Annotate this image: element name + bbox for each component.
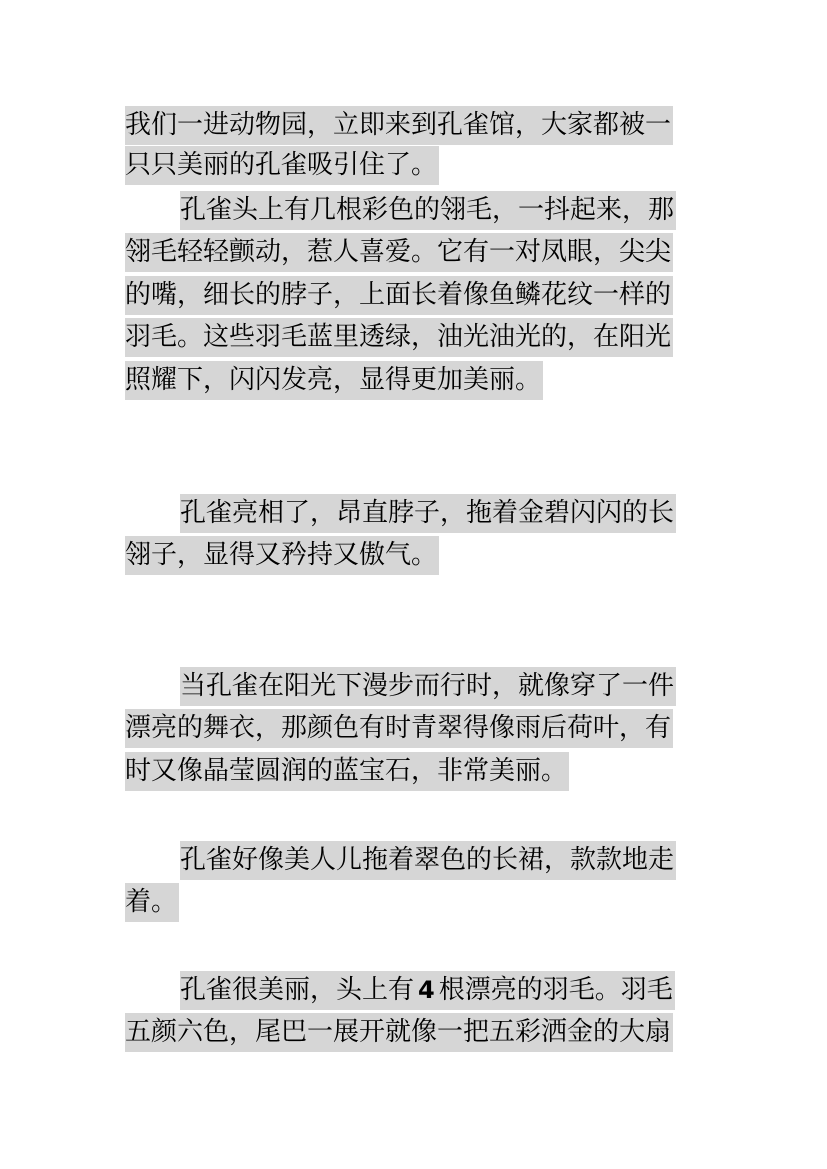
text-line: 着。 <box>125 883 179 922</box>
text-line: 孔雀好像美人儿拖着翠色的长裙，款款地走 <box>180 841 676 880</box>
text-line: 五颜六色，尾巴一展开就像一把五彩洒金的大扇 <box>125 1013 673 1052</box>
text-line: 只只美丽的孔雀吸引住了。 <box>125 146 439 185</box>
number-text: 4 <box>418 976 435 1004</box>
text-line: 孔雀亮相了，昂直脖子，拖着金碧闪闪的长 <box>180 494 676 533</box>
text-line: 当孔雀在阳光下漫步而行时，就像穿了一件 <box>180 667 676 706</box>
text-line: 翎子，显得又矜持又傲气。 <box>125 536 439 575</box>
text-segment: 根漂亮的羽毛。羽毛 <box>438 975 673 1005</box>
text-line: 我们一进动物园，立即来到孔雀馆，大家都被一 <box>125 106 673 145</box>
text-line: 时又像晶莹圆润的蓝宝石，非常美丽。 <box>125 752 569 791</box>
text-line: 漂亮的舞衣，那颜色有时青翠得像雨后荷叶，有 <box>125 709 673 748</box>
text-line: 翎毛轻轻颤动，惹人喜爱。它有一对凤眼，尖尖 <box>125 233 673 272</box>
text-line: 孔雀头上有几根彩色的翎毛，一抖起来，那 <box>180 191 676 230</box>
text-line: 羽毛。这些羽毛蓝里透绿，油光油光的，在阳光 <box>125 318 673 357</box>
text-line <box>180 971 675 1010</box>
text-line: 照耀下，闪闪发亮，显得更加美丽。 <box>125 361 543 400</box>
text-segment: 孔雀很美丽，头上有 <box>180 975 415 1005</box>
text-line: 的嘴，细长的脖子，上面长着像鱼鳞花纹一样的 <box>125 276 673 315</box>
